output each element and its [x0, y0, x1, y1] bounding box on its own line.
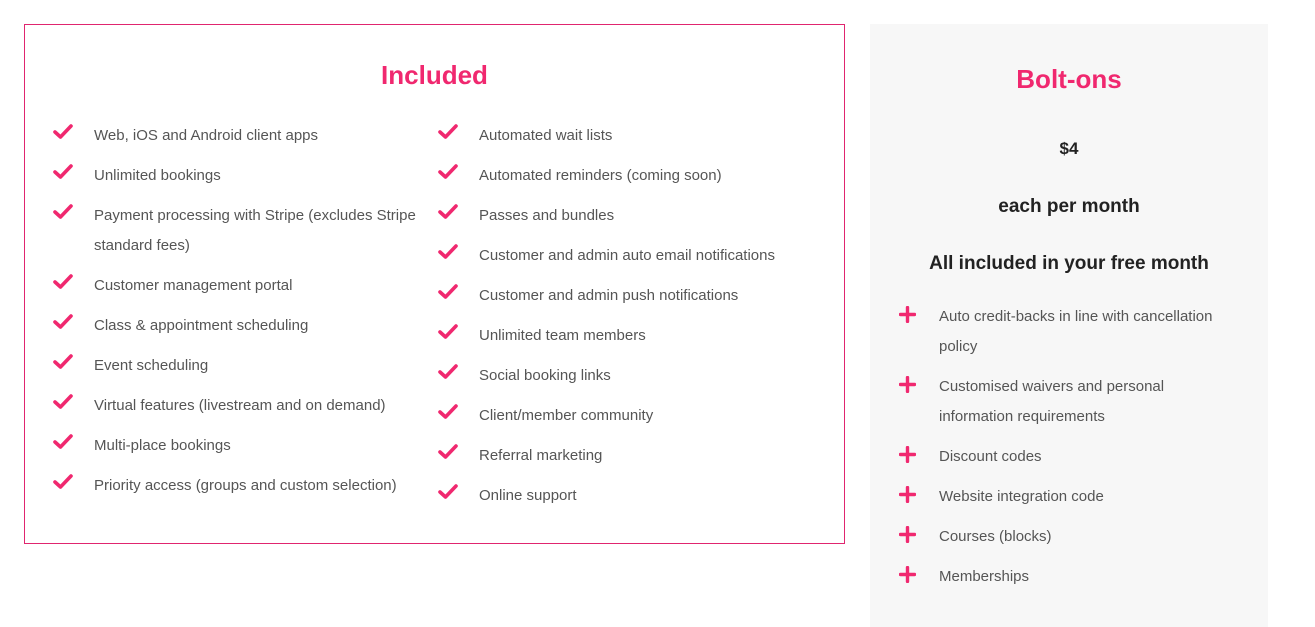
item-label: Referral marketing: [479, 447, 603, 464]
item-label: Event scheduling: [94, 357, 209, 374]
item-label: Courses (blocks): [939, 528, 1052, 545]
list-item: [438, 401, 818, 431]
item-label: Payment processing with Stripe (excludes Stripe standard fees): [94, 207, 416, 254]
check-icon: [438, 484, 458, 500]
item-label: Customised waivers and personal information requirements: [939, 378, 1165, 425]
plus-icon: [899, 486, 916, 503]
list-item: [438, 281, 818, 311]
list-item: [899, 522, 1239, 552]
item-label: Auto credit-backs in line with cancellation policy: [939, 308, 1213, 355]
item-label: Memberships: [939, 568, 1030, 585]
list-item: [53, 161, 423, 191]
plus-icon: [899, 376, 916, 393]
bolt-ons-list: [899, 302, 1239, 602]
list-item: [438, 121, 818, 151]
check-icon: [438, 164, 458, 180]
item-label: Web, iOS and Android client apps: [94, 127, 319, 144]
check-icon: [53, 434, 73, 450]
included-list-left: [53, 121, 423, 511]
check-icon: [438, 244, 458, 260]
item-label: Client/member community: [479, 407, 654, 424]
list-item: [899, 482, 1239, 512]
included-title: Included: [381, 60, 488, 90]
check-icon: [53, 314, 73, 330]
list-item: [438, 321, 818, 351]
list-item: [53, 271, 423, 301]
check-icon: [438, 204, 458, 220]
check-icon: [438, 404, 458, 420]
item-label: Class & appointment scheduling: [94, 317, 309, 334]
bolt-ons-price: $4: [1059, 139, 1079, 158]
list-item: [438, 241, 818, 271]
list-item: [899, 372, 1239, 432]
list-item: [438, 161, 818, 191]
list-item: [438, 201, 818, 231]
item-label: Priority access (groups and custom selection): [94, 477, 397, 494]
list-item: [438, 361, 818, 391]
check-icon: [53, 274, 73, 290]
check-icon: [53, 394, 73, 410]
item-label: Multi-place bookings: [94, 437, 231, 454]
check-icon: [53, 204, 73, 220]
check-icon: [438, 444, 458, 460]
check-icon: [53, 474, 73, 490]
item-label: Discount codes: [939, 448, 1042, 465]
list-item: [438, 441, 818, 471]
list-item: [53, 311, 423, 341]
check-icon: [53, 164, 73, 180]
bolt-ons-title: Bolt-ons: [1016, 64, 1122, 94]
item-label: Unlimited bookings: [94, 167, 221, 184]
list-item: [53, 121, 423, 151]
item-label: Social booking links: [479, 367, 611, 384]
plus-icon: [899, 526, 916, 543]
bolt-ons-per-month: each per month: [998, 196, 1140, 217]
bolt-ons-free-month: All included in your free month: [929, 253, 1209, 274]
item-label: Customer and admin push notifications: [479, 287, 739, 304]
list-item: [899, 442, 1239, 472]
item-label: Customer management portal: [94, 277, 293, 294]
included-list-right: [438, 121, 818, 521]
list-item: [899, 562, 1239, 592]
item-label: Automated reminders (coming soon): [479, 167, 722, 184]
check-icon: [438, 364, 458, 380]
list-item: [53, 351, 423, 381]
plus-icon: [899, 566, 916, 583]
check-icon: [53, 124, 73, 140]
check-icon: [438, 284, 458, 300]
item-label: Virtual features (livestream and on demand): [94, 397, 386, 414]
check-icon: [53, 354, 73, 370]
list-item: [438, 481, 818, 511]
list-item: [53, 471, 423, 501]
check-icon: [438, 324, 458, 340]
list-item: [53, 201, 423, 261]
plus-icon: [899, 306, 916, 323]
item-label: Customer and admin auto email notifications: [479, 247, 775, 264]
check-icon: [438, 124, 458, 140]
item-label: Unlimited team members: [479, 327, 646, 344]
item-label: Website integration code: [939, 488, 1104, 505]
list-item: [899, 302, 1239, 362]
item-label: Online support: [479, 487, 577, 504]
item-label: Passes and bundles: [479, 207, 615, 224]
list-item: [53, 431, 423, 461]
item-label: Automated wait lists: [479, 127, 613, 144]
included-card: [24, 24, 845, 544]
bolt-ons-card: [870, 24, 1268, 627]
plus-icon: [899, 446, 916, 463]
list-item: [53, 391, 423, 421]
